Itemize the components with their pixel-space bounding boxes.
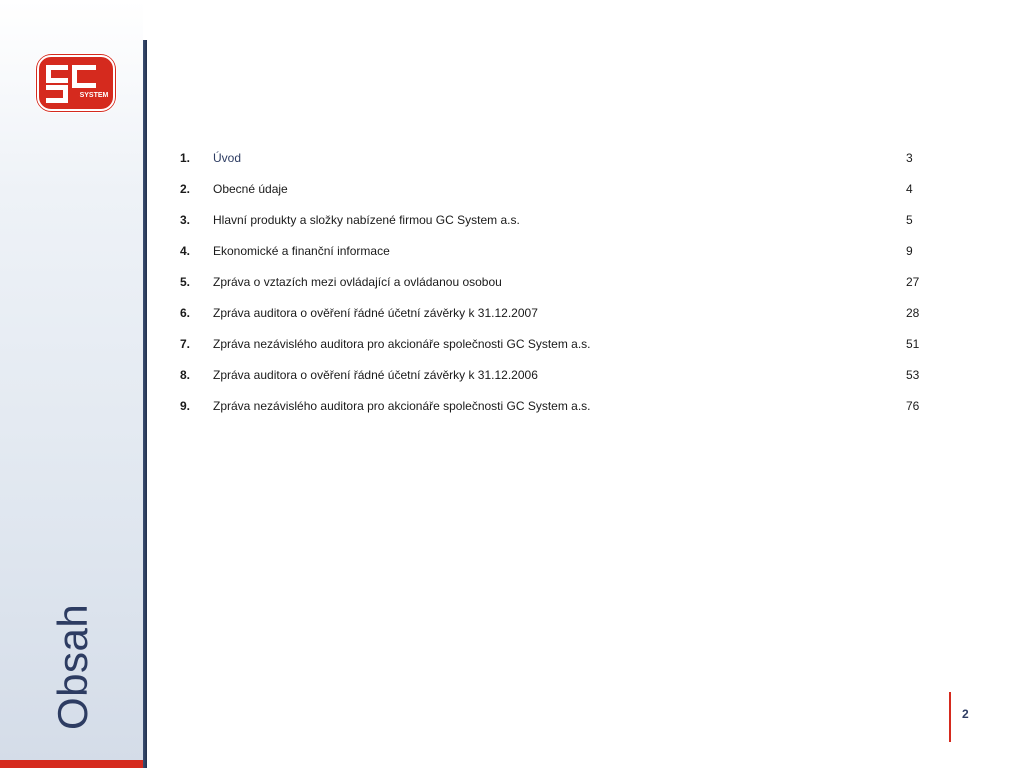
toc-page: 5 [906, 213, 913, 227]
toc-page: 53 [906, 368, 920, 382]
footer-divider [949, 692, 951, 742]
toc-number: 2. [180, 182, 191, 196]
toc-page: 4 [906, 182, 913, 196]
toc-number: 1. [180, 151, 191, 165]
toc-title[interactable]: Obecné údaje [213, 182, 288, 196]
toc-page: 27 [906, 275, 920, 289]
toc-page: 9 [906, 244, 913, 258]
toc-number: 7. [180, 337, 191, 351]
table-of-contents [180, 150, 920, 429]
toc-row[interactable] [180, 274, 920, 305]
toc-page: 3 [906, 151, 913, 165]
toc-title[interactable]: Hlavní produkty a složky nabízené firmou GC System a.s. [213, 213, 520, 227]
toc-row[interactable] [180, 398, 920, 429]
toc-number: 9. [180, 399, 191, 413]
toc-number: 3. [180, 213, 191, 227]
toc-title[interactable]: Ekonomické a finanční informace [213, 244, 390, 258]
gc-system-logo-graphic [34, 52, 118, 114]
toc-number: 6. [180, 306, 191, 320]
toc-title[interactable]: Úvod [213, 151, 242, 165]
toc-title[interactable]: Zpráva nezávislého auditora pro akcionáře společnosti GC System a.s. [213, 399, 591, 413]
toc-number: 5. [180, 275, 191, 289]
toc-page: 28 [906, 306, 920, 320]
gc-system-logo [34, 52, 118, 114]
toc-row[interactable] [180, 212, 920, 243]
sidebar-accent-bar [0, 760, 143, 768]
sidebar-divider [143, 40, 147, 768]
toc-row[interactable] [180, 243, 920, 274]
toc-number: 8. [180, 368, 191, 382]
toc-page: 76 [906, 399, 920, 413]
toc-row[interactable] [180, 305, 920, 336]
toc-number: 4. [180, 244, 191, 258]
toc-title[interactable]: Zpráva auditora o ověření řádné účetní závěrky k 31.12.2007 [213, 306, 538, 320]
toc-title[interactable]: Zpráva auditora o ověření řádné účetní závěrky k 31.12.2006 [213, 368, 538, 382]
page-number: 2 [962, 707, 969, 721]
section-title: Obsah [49, 603, 96, 730]
toc-title[interactable]: Zpráva o vztazích mezi ovládající a ovládanou osobou [213, 275, 502, 289]
toc-row[interactable] [180, 181, 920, 212]
logo-system-word: SYSTEM [79, 92, 109, 99]
toc-row[interactable] [180, 367, 920, 398]
toc-row[interactable] [180, 336, 920, 367]
toc-title[interactable]: Zpráva nezávislého auditora pro akcionáře společnosti GC System a.s. [213, 337, 591, 351]
toc-row[interactable] [180, 150, 920, 181]
toc-page: 51 [906, 337, 920, 351]
